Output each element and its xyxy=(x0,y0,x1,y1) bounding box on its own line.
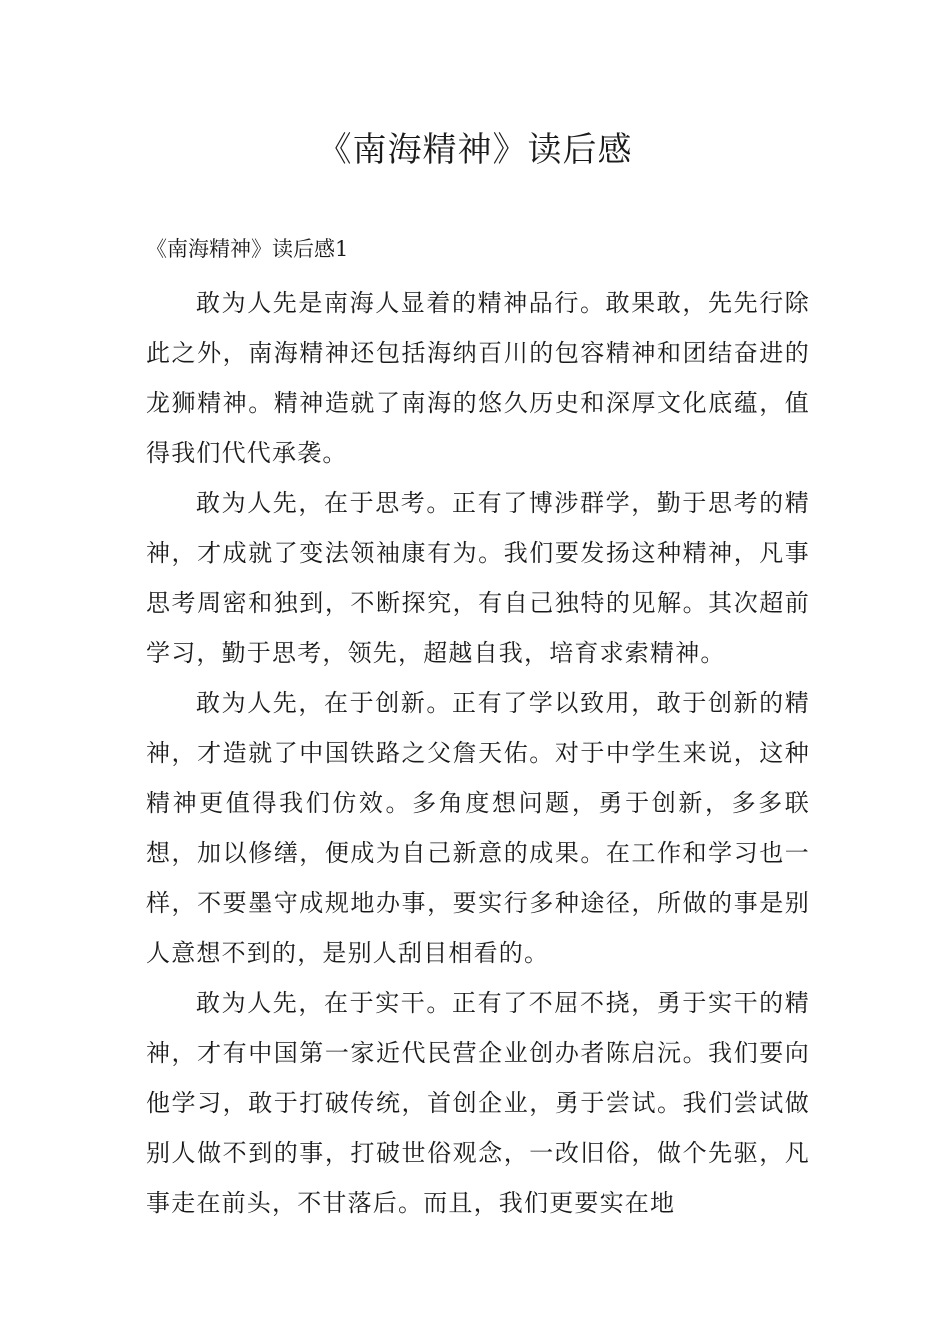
document-body xyxy=(146,278,810,1228)
paragraph-1: 敢为人先是南海人显着的精神品行。敢果敢，先先行除此之外，南海精神还包括海纳百川的包容精神和团结奋进的龙狮精神。精神造就了南海的悠久历史和深厚文化底蕴，值得我们代代承袭。 xyxy=(146,289,810,467)
paragraph-4: 敢为人先，在于实干。正有了不屈不挠，勇于实干的精神，才有中国第一家近代民营企业创办者陈启沅。我们要向他学习，敢于打破传统，首创企业，勇于尝试。我们尝试做别人做不到的事，打破世俗观念，一改旧俗，做个先驱，凡事走在前头，不甘落后。而且，我们更要实在地 xyxy=(146,989,810,1217)
paragraph-3: 敢为人先，在于创新。正有了学以致用，敢于创新的精神，才造就了中国铁路之父詹天佑。对于中学生来说，这种精神更值得我们仿效。多角度想问题，勇于创新，多多联想，加以修缮，便成为自己新意的成果。在工作和学习也一样，不要墨守成规地办事，要实行多种途径，所做的事是别人意想不到的，是别人刮目相看的。 xyxy=(146,689,810,967)
paragraph-2: 敢为人先，在于思考。正有了博涉群学，勤于思考的精神，才成就了变法领袖康有为。我们要发扬这种精神，凡事思考周密和独到，不断探究，有自己独特的见解。其次超前学习，勤于思考，领先，超越自我，培育求索精神。 xyxy=(146,489,810,667)
section-heading: 《南海精神》读后感1 xyxy=(146,237,349,261)
document-title: 《南海精神》读后感 xyxy=(317,130,633,170)
